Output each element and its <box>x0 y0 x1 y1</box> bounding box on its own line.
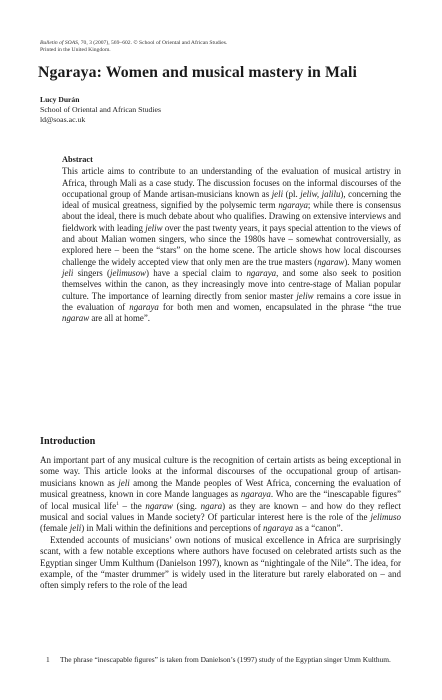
abstract-text: This article aims to contribute to an understanding of the evaluation of musical artistry in Africa, through Mali as a case study. The discussion focuses on the informal discourses of the occupational group of Mande artisan-musicians known as jeli (pl. jeliw, jalilu), concerning the ideal of musical greatness, signified by the polysemic term ngaraya; while there is consensus about the ideal, there is much debate about who qualifies. Drawing on extensive interviews and fieldwork with leading jeliw over the past twenty years, it pays special attention to the views of and about Malian women singers, who since the 1980s have – somewhat controversially, as explored here – been the “stars” on the home scene. The article shows how local discourses challenge the widely accepted view that only men are the true masters (ngaraw). Many women jeli singers (jelimusow) have a special claim to ngaraya, and some also seek to position themselves within the canon, as they increasingly move into centre-stage of Malian popular culture. The importance of learning directly from senior master jeliw remains a core issue in the evaluation of ngaraya for both men and women, encapsulated in the phrase “the true ngaraw are all at home”. <box>62 166 402 324</box>
journal-citation: , 70, 3 (2007), 569–602. © School of Oriental and African Studies. <box>77 40 228 46</box>
introduction-paragraph-1: An important part of any musical culture is the recognition of certain artists as being exceptional in some way. This article looks at the informal discourses of the occupational group of artisan-musicians known as jeli among the Mande peoples of West Africa, concerning the evaluation of musical greatness, known in core Mande languages as ngaraya. Who are the “inescapable figures” of local musical life$^1$ – the ngaraw (sing. ngara) as they are known – and how do they reflect musical and social values in Mande society? Of particular interest here is the role of the jelimuso (female jeli) in Mali within the definitions and perceptions of ngaraya as a “canon”. <box>40 455 401 534</box>
footnote-text: The phrase “inescapable figures” is taken from Danielson’s (1997) study of the Egyptian singer Umm Kulthum. <box>60 655 391 664</box>
footnote-ref-1: 1 <box>116 500 119 507</box>
author-block <box>40 95 161 125</box>
introduction-heading: Introduction <box>40 436 96 447</box>
footnote-number: 1 <box>46 655 50 664</box>
introduction-paragraph-2: Extended accounts of musicians’ own notions of musical excellence in Africa are surprisingly scant, with a few notable exceptions where authors have focused on celebrated artists such as the Egyptian singer Umm Kulthum (Danielson 1997), known as “nightingale of the Nile”. The idea, for example, of the “master drummer” is widely used in the literature but rarely elaborated on – and often simply refers to the role of the lead <box>40 534 401 591</box>
footnote-1 <box>46 655 396 664</box>
author-email: ld@soas.ac.uk <box>40 115 86 124</box>
article-title: Ngaraya: Women and musical mastery in Mali <box>38 64 357 81</box>
author-affiliation: School of Oriental and African Studies <box>40 105 162 114</box>
journal-name: Bulletin of SOAS <box>40 40 78 46</box>
abstract-section <box>62 154 401 324</box>
introduction-body <box>40 455 401 592</box>
author-name: Lucy Durán <box>40 95 80 104</box>
printed-note: Printed in the United Kingdom. <box>40 47 111 53</box>
abstract-heading: Abstract <box>62 155 93 164</box>
running-header <box>40 40 227 54</box>
